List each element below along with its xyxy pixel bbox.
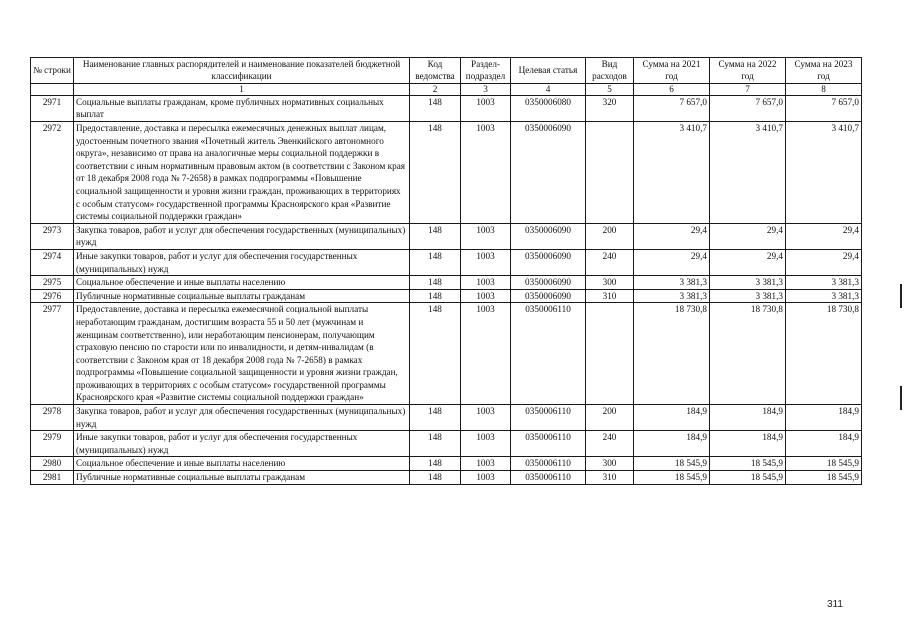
expense-type-cell: 200: [586, 405, 634, 431]
sum-2022-cell: 29,4: [710, 223, 786, 249]
target-article-cell: 0350006110: [511, 471, 586, 485]
expense-type-cell: 300: [586, 276, 634, 290]
name-cell: Иные закупки товаров, работ и услуг для обеспечения государственных (муниципальных) нужд: [74, 431, 410, 457]
sum-2021-cell: 3 410,7: [634, 122, 710, 224]
scan-edge-mark: [900, 284, 902, 308]
row-number-cell: 2974: [31, 249, 74, 275]
expense-type-cell: 240: [586, 249, 634, 275]
expense-type-cell: [586, 303, 634, 405]
section-cell: 1003: [461, 405, 511, 431]
sum-2023-cell: 29,4: [786, 223, 862, 249]
sum-2021-cell: 184,9: [634, 405, 710, 431]
sum-2022-cell: 3 381,3: [710, 289, 786, 303]
sum-2021-cell: 184,9: [634, 431, 710, 457]
table-row: [31, 289, 862, 303]
column-number-row: [31, 83, 862, 95]
department-code-cell: 148: [410, 431, 461, 457]
section-cell: 1003: [461, 303, 511, 405]
expense-type-cell: 200: [586, 223, 634, 249]
sum-2021-cell: 18 545,9: [634, 457, 710, 471]
target-article-cell: 0350006090: [511, 122, 586, 224]
name-cell: Социальное обеспечение и иные выплаты населению: [74, 457, 410, 471]
section-cell: 1003: [461, 471, 511, 485]
department-code-cell: 148: [410, 471, 461, 485]
sum-2023-cell: 18 545,9: [786, 471, 862, 485]
section-cell: 1003: [461, 276, 511, 290]
sum-2022-cell: 184,9: [710, 431, 786, 457]
department-code-cell: 148: [410, 303, 461, 405]
target-article-cell: 0350006110: [511, 303, 586, 405]
sum-2023-cell: 29,4: [786, 249, 862, 275]
expense-type-cell: 320: [586, 95, 634, 121]
sum-2023-cell: 18 730,8: [786, 303, 862, 405]
target-article-cell: 0350006110: [511, 431, 586, 457]
sum-2023-cell: 184,9: [786, 405, 862, 431]
sum-2023-cell: 3 381,3: [786, 276, 862, 290]
sum-2021-cell: 7 657,0: [634, 95, 710, 121]
table-row: [31, 471, 862, 485]
row-number-cell: 2978: [31, 405, 74, 431]
header-cell-target-article: Целевая статья: [511, 58, 586, 84]
column-number: 3: [461, 83, 511, 95]
budget-table: [30, 57, 862, 485]
table-row: [31, 95, 862, 121]
expense-type-cell: 310: [586, 289, 634, 303]
table-row: [31, 405, 862, 431]
header-cell-name: Наименование главных распорядителей и наименование показателей бюджетной классификации: [74, 58, 410, 84]
name-cell: Закупка товаров, работ и услуг для обеспечения государственных (муниципальных) нужд: [74, 223, 410, 249]
target-article-cell: 0350006090: [511, 223, 586, 249]
sum-2022-cell: 18 730,8: [710, 303, 786, 405]
table-row: [31, 431, 862, 457]
document-page: [30, 57, 862, 485]
section-cell: 1003: [461, 431, 511, 457]
target-article-cell: 0350006080: [511, 95, 586, 121]
header-cell-section: Раздел-подраздел: [461, 58, 511, 84]
name-cell: Социальное обеспечение и иные выплаты населению: [74, 276, 410, 290]
column-number: 6: [634, 83, 710, 95]
sum-2021-cell: 29,4: [634, 223, 710, 249]
section-cell: 1003: [461, 122, 511, 224]
target-article-cell: 0350006110: [511, 405, 586, 431]
table-row: [31, 457, 862, 471]
sum-2021-cell: 3 381,3: [634, 276, 710, 290]
row-number-cell: 2976: [31, 289, 74, 303]
header-cell-row-number: № строки: [31, 58, 74, 84]
table-row: [31, 303, 862, 405]
department-code-cell: 148: [410, 249, 461, 275]
expense-type-cell: 240: [586, 431, 634, 457]
row-number-cell: 2981: [31, 471, 74, 485]
row-number-cell: 2971: [31, 95, 74, 121]
name-cell: Иные закупки товаров, работ и услуг для обеспечения государственных (муниципальных) нужд: [74, 249, 410, 275]
row-number-cell: 2977: [31, 303, 74, 405]
section-cell: 1003: [461, 289, 511, 303]
department-code-cell: 148: [410, 405, 461, 431]
name-cell: Публичные нормативные социальные выплаты гражданам: [74, 471, 410, 485]
department-code-cell: 148: [410, 223, 461, 249]
name-cell: Закупка товаров, работ и услуг для обеспечения государственных (муниципальных) нужд: [74, 405, 410, 431]
target-article-cell: 0350006090: [511, 276, 586, 290]
expense-type-cell: [586, 122, 634, 224]
name-cell: Предоставление, доставка и пересылка ежемесячной социальной выплаты неработающим гражданам, достигшим возраста 55 и 50 лет (мужчинам и женщинам соответственно), или неработающим пенсионерам, получающим страховую пенсию по старости или по инвалидности, и детям-инвалидам (в соответствии с Законом края от 18 декабря 2008 года № 7-2658) в рамках подпрограммы «Повышение социальной защищенности и уровня жизни граждан, проживающих в территориях с особым статусом» государственной программы Красноярского края «Развитие системы социальной поддержки граждан»: [74, 303, 410, 405]
header-cell-sum-2022: Сумма на 2022 год: [710, 58, 786, 84]
sum-2023-cell: 3 381,3: [786, 289, 862, 303]
column-number: 4: [511, 83, 586, 95]
row-number-cell: 2972: [31, 122, 74, 224]
department-code-cell: 148: [410, 95, 461, 121]
page-number: 311: [827, 599, 843, 610]
sum-2022-cell: 18 545,9: [710, 457, 786, 471]
sum-2023-cell: 18 545,9: [786, 457, 862, 471]
header-cell-department-code: Код ведомства: [410, 58, 461, 84]
column-number: [31, 83, 74, 95]
column-number: 5: [586, 83, 634, 95]
scan-edge-mark: [900, 386, 902, 410]
row-number-cell: 2980: [31, 457, 74, 471]
row-number-cell: 2979: [31, 431, 74, 457]
target-article-cell: 0350006090: [511, 249, 586, 275]
name-cell: Предоставление, доставка и пересылка ежемесячных денежных выплат лицам, удостоенным почетного звания «Почетный житель Эвенкийского автономного округа», независимо от права на аналогичные меры социальной поддержки в соответствии с иным нормативным правовым актом (в соответствии с Законом края от 18 декабря 2008 года № 7-2658) в рамках подпрограммы «Повышение социальной защищенности и уровня жизни граждан, проживающих в территориях с особым статусом» государственной программы Красноярского края «Развитие системы социальной поддержки граждан»: [74, 122, 410, 224]
target-article-cell: 0350006110: [511, 457, 586, 471]
sum-2022-cell: 3 381,3: [710, 276, 786, 290]
section-cell: 1003: [461, 95, 511, 121]
department-code-cell: 148: [410, 276, 461, 290]
sum-2023-cell: 184,9: [786, 431, 862, 457]
column-number: 1: [74, 83, 410, 95]
table-row: [31, 122, 862, 224]
department-code-cell: 148: [410, 122, 461, 224]
sum-2021-cell: 3 381,3: [634, 289, 710, 303]
target-article-cell: 0350006090: [511, 289, 586, 303]
sum-2023-cell: 7 657,0: [786, 95, 862, 121]
sum-2022-cell: 7 657,0: [710, 95, 786, 121]
sum-2021-cell: 18 545,9: [634, 471, 710, 485]
header-cell-expense-type: Вид расходов: [586, 58, 634, 84]
expense-type-cell: 310: [586, 471, 634, 485]
name-cell: Социальные выплаты гражданам, кроме публичных нормативных социальных выплат: [74, 95, 410, 121]
sum-2022-cell: 3 410,7: [710, 122, 786, 224]
sum-2021-cell: 18 730,8: [634, 303, 710, 405]
section-cell: 1003: [461, 249, 511, 275]
sum-2022-cell: 18 545,9: [710, 471, 786, 485]
column-number: 7: [710, 83, 786, 95]
section-cell: 1003: [461, 223, 511, 249]
name-cell: Публичные нормативные социальные выплаты гражданам: [74, 289, 410, 303]
expense-type-cell: 300: [586, 457, 634, 471]
header-cell-sum-2023: Сумма на 2023 год: [786, 58, 862, 84]
sum-2022-cell: 29,4: [710, 249, 786, 275]
table-row: [31, 223, 862, 249]
sum-2023-cell: 3 410,7: [786, 122, 862, 224]
column-number: 2: [410, 83, 461, 95]
table-row: [31, 249, 862, 275]
table-row: [31, 276, 862, 290]
department-code-cell: 148: [410, 457, 461, 471]
column-number: 8: [786, 83, 862, 95]
header-row: [31, 58, 862, 84]
row-number-cell: 2975: [31, 276, 74, 290]
header-cell-sum-2021: Сумма на 2021 год: [634, 58, 710, 84]
sum-2022-cell: 184,9: [710, 405, 786, 431]
sum-2021-cell: 29,4: [634, 249, 710, 275]
department-code-cell: 148: [410, 289, 461, 303]
row-number-cell: 2973: [31, 223, 74, 249]
section-cell: 1003: [461, 457, 511, 471]
